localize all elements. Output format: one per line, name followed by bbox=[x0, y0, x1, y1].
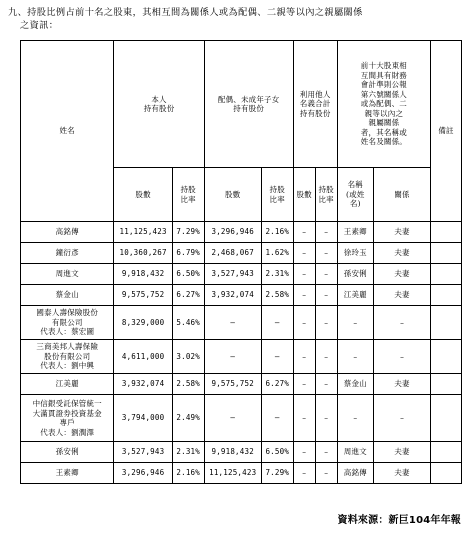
spouse-ratio: 6.50% bbox=[261, 442, 293, 463]
nominee-shares: – bbox=[293, 374, 315, 395]
heading-line-2: 之資訊： bbox=[20, 20, 59, 31]
header-spouse-ratio: 持股 比率 bbox=[261, 168, 293, 222]
table-row bbox=[21, 306, 462, 340]
nominee-shares: – bbox=[293, 285, 315, 306]
related-name: 蔡金山 bbox=[337, 374, 373, 395]
self-shares: 3,932,074 bbox=[114, 374, 172, 395]
nominee-shares: – bbox=[293, 463, 315, 484]
spouse-shares: 3,527,943 bbox=[204, 264, 261, 285]
header-nominee-holdings: 利用他人 名義合計 持有股份 bbox=[293, 41, 337, 168]
shareholder-name: 王素卿 bbox=[21, 463, 114, 484]
remark bbox=[431, 264, 462, 285]
shareholder-name: 高銘傳 bbox=[21, 222, 114, 243]
self-ratio: 5.46% bbox=[172, 306, 204, 340]
shareholder-name: 中信銀受託保管統一 大滿貫證券投資基金 專戶 代表人：劉潤澤 bbox=[21, 395, 114, 442]
self-shares: 9,575,752 bbox=[114, 285, 172, 306]
table-row bbox=[21, 374, 462, 395]
section-heading bbox=[8, 6, 463, 32]
header-self-holdings: 本人 持有股份 bbox=[114, 41, 204, 168]
self-ratio: 2.16% bbox=[172, 463, 204, 484]
spouse-ratio: – bbox=[261, 395, 293, 442]
related-name: 高銘傳 bbox=[337, 463, 373, 484]
relation: 夫妻 bbox=[373, 285, 430, 306]
related-name: 孫安俐 bbox=[337, 264, 373, 285]
heading-line-1: 九、持股比例占前十名之股東，其相互間為關係人或為配偶、二親等以內之親屬關係 bbox=[8, 7, 363, 18]
self-ratio: 6.50% bbox=[172, 264, 204, 285]
nominee-ratio: – bbox=[315, 340, 337, 374]
header-spouse-holdings: 配偶、未成年子女 持有股份 bbox=[204, 41, 293, 168]
header-self-shares: 股數 bbox=[114, 168, 172, 222]
source-note: 資料來源：新巨104年年報 bbox=[337, 515, 461, 526]
relation: 夫妻 bbox=[373, 463, 430, 484]
nominee-shares: – bbox=[293, 264, 315, 285]
header-relation: 關係 bbox=[373, 168, 430, 222]
shareholder-name: 蔡金山 bbox=[21, 285, 114, 306]
header-self-ratio: 持股 比率 bbox=[172, 168, 204, 222]
header-nominee-ratio: 持股 比率 bbox=[315, 168, 337, 222]
shareholder-name: 孫安俐 bbox=[21, 442, 114, 463]
spouse-shares: – bbox=[204, 306, 261, 340]
spouse-shares: 9,575,752 bbox=[204, 374, 261, 395]
nominee-ratio: – bbox=[315, 374, 337, 395]
spouse-shares: 11,125,423 bbox=[204, 463, 261, 484]
remark bbox=[431, 340, 462, 374]
spouse-shares: – bbox=[204, 340, 261, 374]
table-row bbox=[21, 340, 462, 374]
related-name: 江美麗 bbox=[337, 285, 373, 306]
nominee-ratio: – bbox=[315, 395, 337, 442]
relation: 夫妻 bbox=[373, 222, 430, 243]
nominee-shares: – bbox=[293, 442, 315, 463]
table-row bbox=[21, 222, 462, 243]
table-row bbox=[21, 285, 462, 306]
header-rel-name: 名稱 (或姓 名) bbox=[337, 168, 373, 222]
spouse-ratio: 7.29% bbox=[261, 463, 293, 484]
remark bbox=[431, 243, 462, 264]
remark bbox=[431, 306, 462, 340]
table-row bbox=[21, 442, 462, 463]
nominee-ratio: – bbox=[315, 285, 337, 306]
nominee-shares: – bbox=[293, 243, 315, 264]
spouse-ratio: 6.27% bbox=[261, 374, 293, 395]
remark bbox=[431, 222, 462, 243]
related-name: – bbox=[337, 395, 373, 442]
nominee-ratio: – bbox=[315, 222, 337, 243]
header-name: 姓名 bbox=[21, 41, 114, 222]
self-ratio: 6.27% bbox=[172, 285, 204, 306]
spouse-ratio: 2.31% bbox=[261, 264, 293, 285]
related-name: 王素卿 bbox=[337, 222, 373, 243]
remark bbox=[431, 463, 462, 484]
related-name: 徐玲玉 bbox=[337, 243, 373, 264]
relation: 夫妻 bbox=[373, 243, 430, 264]
remark bbox=[431, 374, 462, 395]
nominee-shares: – bbox=[293, 340, 315, 374]
nominee-ratio: – bbox=[315, 442, 337, 463]
nominee-ratio: – bbox=[315, 306, 337, 340]
self-ratio: 2.49% bbox=[172, 395, 204, 442]
self-ratio: 7.29% bbox=[172, 222, 204, 243]
spouse-ratio: – bbox=[261, 340, 293, 374]
spouse-ratio: 2.58% bbox=[261, 285, 293, 306]
header-spouse-shares: 股數 bbox=[204, 168, 261, 222]
header-nominee-shares: 股數 bbox=[293, 168, 315, 222]
relation: – bbox=[373, 395, 430, 442]
spouse-ratio: 2.16% bbox=[261, 222, 293, 243]
self-shares: 3,527,943 bbox=[114, 442, 172, 463]
table-body bbox=[21, 222, 462, 484]
relation: 夫妻 bbox=[373, 264, 430, 285]
shareholder-name: 國泰人壽保險股份 有限公司 代表人：蔡宏圖 bbox=[21, 306, 114, 340]
spouse-ratio: 1.62% bbox=[261, 243, 293, 264]
remark bbox=[431, 285, 462, 306]
table-row bbox=[21, 395, 462, 442]
related-name: – bbox=[337, 340, 373, 374]
header-related-parties: 前十大股東相 互間具有財務 會計準則公報 第六號關係人 或為配偶、二 親等以內之 親屬關係 者，其名稱或 姓名及關係。 bbox=[337, 41, 430, 168]
relation: – bbox=[373, 340, 430, 374]
nominee-ratio: – bbox=[315, 243, 337, 264]
remark bbox=[431, 395, 462, 442]
self-ratio: 6.79% bbox=[172, 243, 204, 264]
self-shares: 3,794,000 bbox=[114, 395, 172, 442]
shareholder-name: 鐘衍彥 bbox=[21, 243, 114, 264]
table-row bbox=[21, 243, 462, 264]
spouse-shares: 9,918,432 bbox=[204, 442, 261, 463]
self-ratio: 2.31% bbox=[172, 442, 204, 463]
nominee-ratio: – bbox=[315, 264, 337, 285]
spouse-ratio: – bbox=[261, 306, 293, 340]
self-ratio: 3.02% bbox=[172, 340, 204, 374]
shareholder-name: 江美麗 bbox=[21, 374, 114, 395]
spouse-shares: – bbox=[204, 395, 261, 442]
shareholder-name: 三商美邦人壽保險 股份有限公司 代表人：劉中興 bbox=[21, 340, 114, 374]
relation: 夫妻 bbox=[373, 442, 430, 463]
nominee-shares: – bbox=[293, 306, 315, 340]
spouse-shares: 3,296,946 bbox=[204, 222, 261, 243]
remark bbox=[431, 442, 462, 463]
self-shares: 8,329,000 bbox=[114, 306, 172, 340]
spouse-shares: 2,468,067 bbox=[204, 243, 261, 264]
self-shares: 10,360,267 bbox=[114, 243, 172, 264]
nominee-shares: – bbox=[293, 222, 315, 243]
shareholder-name: 周進文 bbox=[21, 264, 114, 285]
spouse-shares: 3,932,074 bbox=[204, 285, 261, 306]
table-row bbox=[21, 463, 462, 484]
header-remark: 備註 bbox=[431, 41, 462, 222]
nominee-shares: – bbox=[293, 395, 315, 442]
self-shares: 3,296,946 bbox=[114, 463, 172, 484]
related-name: 周進文 bbox=[337, 442, 373, 463]
self-shares: 11,125,423 bbox=[114, 222, 172, 243]
relation: – bbox=[373, 306, 430, 340]
self-shares: 9,918,432 bbox=[114, 264, 172, 285]
relation: 夫妻 bbox=[373, 374, 430, 395]
shareholder-table bbox=[20, 40, 462, 484]
self-shares: 4,611,000 bbox=[114, 340, 172, 374]
related-name: – bbox=[337, 306, 373, 340]
table-row bbox=[21, 264, 462, 285]
nominee-ratio: – bbox=[315, 463, 337, 484]
self-ratio: 2.58% bbox=[172, 374, 204, 395]
